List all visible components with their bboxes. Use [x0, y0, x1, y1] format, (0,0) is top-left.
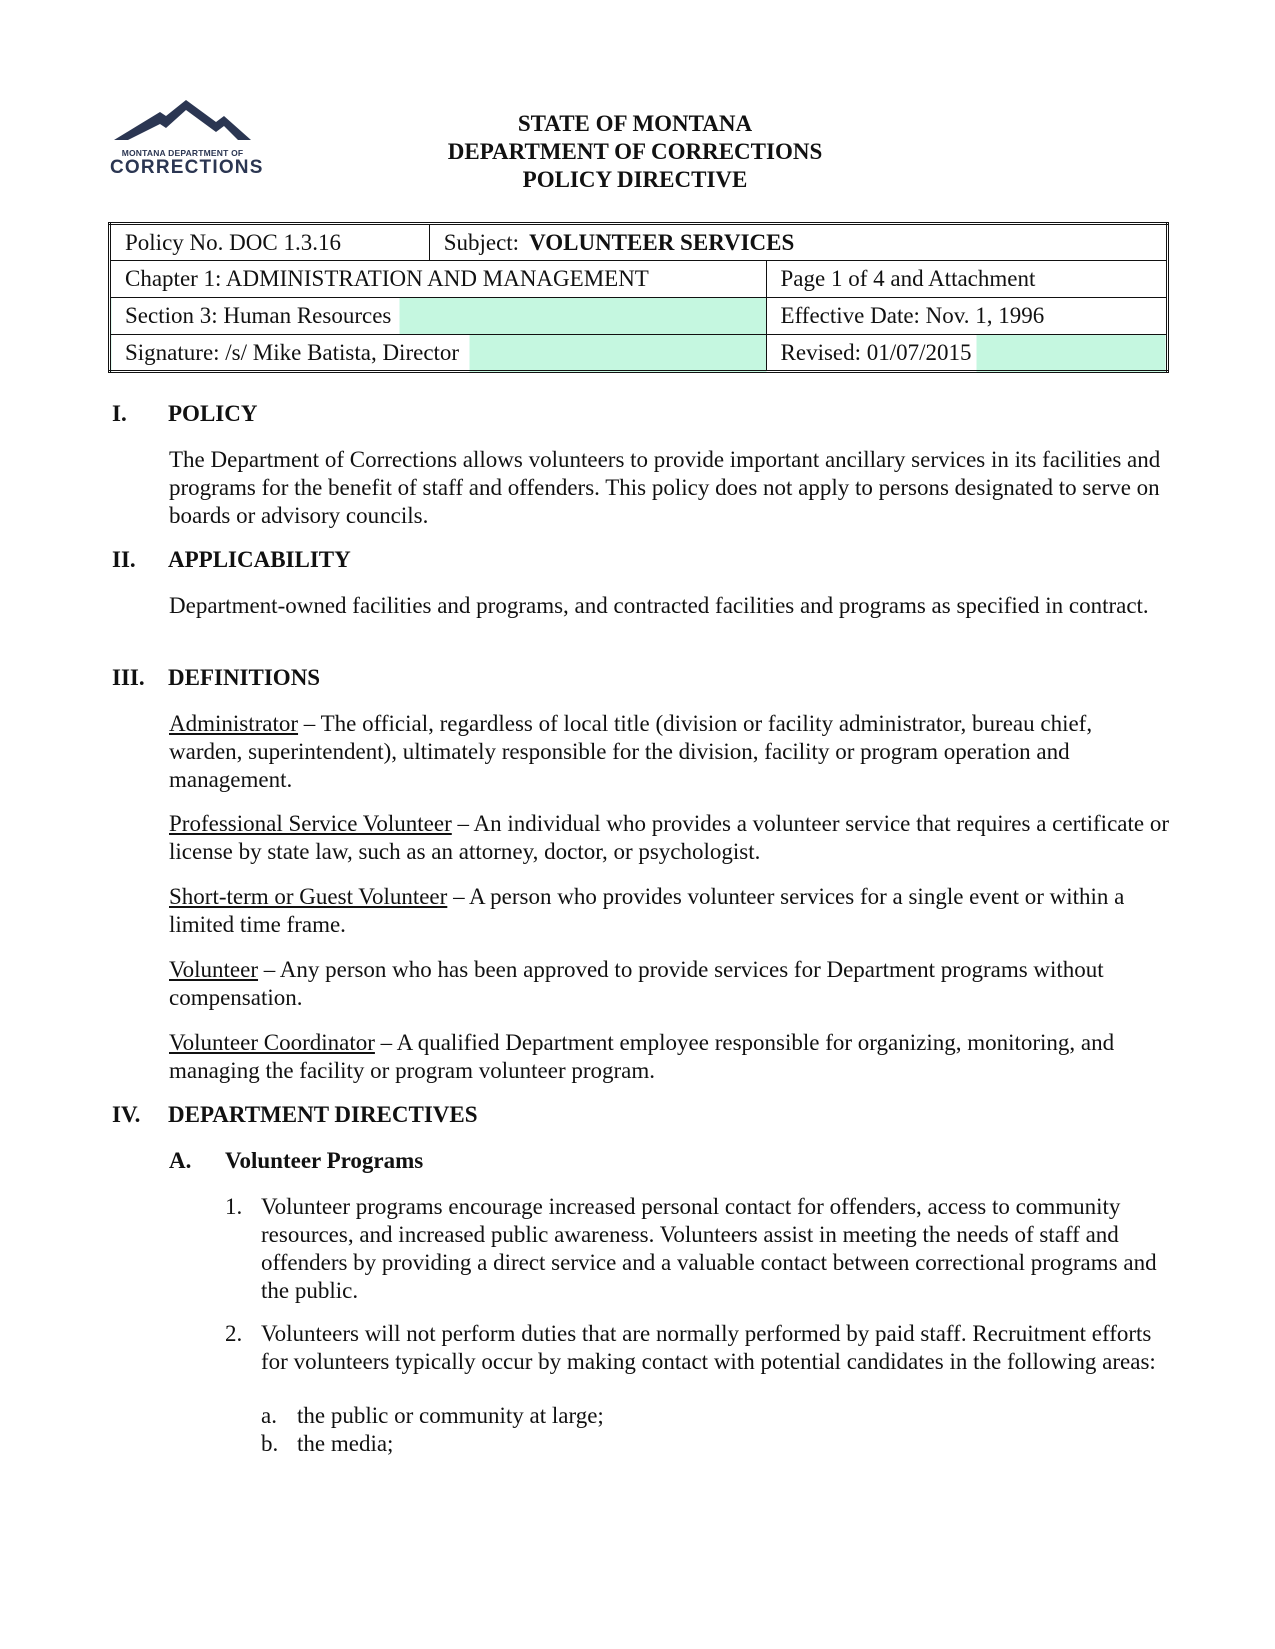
table-row [110, 224, 1168, 261]
effective-date-cell: Effective Date: Nov. 1, 1996 [766, 298, 1167, 335]
page-count-cell: Page 1 of 4 and Attachment [766, 261, 1167, 298]
definition-text: – The official, regardless of local title (division or facility administrator, bureau chief, warden, superintendent), ultimately responsible for the division, facility or program operation and management. [169, 711, 1093, 792]
section-title: APPLICABILITY [168, 547, 351, 572]
definition-term: Professional Service Volunteer [169, 811, 452, 836]
header-state: STATE OF MONTANA [517, 111, 753, 136]
list-item-number: 2. [225, 1321, 243, 1346]
list-item [225, 1193, 1175, 1305]
definition-term: Volunteer Coordinator [169, 1030, 375, 1055]
subject-cell [429, 224, 1167, 261]
subsection-number: A. [169, 1148, 192, 1173]
section-title: POLICY [168, 401, 258, 426]
logo-text-top: MONTANA DEPARTMENT OF [121, 148, 244, 158]
section-title: DEFINITIONS [168, 665, 321, 690]
section-number: II. [112, 547, 136, 572]
definition-text: – Any person who has been approved to provide services for Department programs without compensation. [169, 957, 1104, 1010]
subsection-title: Volunteer Programs [225, 1148, 424, 1173]
definition-term: Volunteer [169, 957, 259, 982]
subsection-heading-volunteer-programs [169, 1147, 423, 1175]
department-logo [110, 100, 264, 180]
definition-term: Short-term or Guest Volunteer [169, 884, 448, 909]
policy-info-table [108, 222, 1169, 373]
definition-text: – An individual who provides a volunteer service that requires a certificate or license by state law, such as an attorney, doctor, or psychologist. [169, 811, 1169, 864]
subject-label: Subject: [443, 229, 520, 255]
section-title: DEPARTMENT DIRECTIVES [168, 1102, 478, 1127]
section-number: IV. [112, 1102, 141, 1127]
sub-list-item-letter: a. [261, 1403, 277, 1428]
list-item-number: 1. [225, 1194, 243, 1219]
list-item [225, 1320, 1175, 1376]
section-heading-definitions [112, 664, 320, 692]
definition-volunteer-coordinator [169, 1029, 1169, 1085]
definition-volunteer [169, 956, 1169, 1012]
header-department: DEPARTMENT OF CORRECTIONS [447, 139, 823, 164]
definition-short-term-volunteer [169, 883, 1169, 939]
applicability-paragraph: Department-owned facilities and programs, and contracted facilities and programs as specified in contract. [169, 593, 1149, 618]
definition-text: – A person who provides volunteer services for a single event or within a limited time frame. [169, 884, 1125, 937]
section-text: Section 3: Human Resources [125, 303, 392, 328]
section-heading-applicability [112, 546, 351, 574]
table-row [110, 261, 1168, 298]
revised-text: Revised: 01/07/2015 [780, 339, 972, 365]
section-cell [110, 298, 767, 335]
document-header [330, 110, 940, 194]
list-item-text: Volunteers will not perform duties that are normally performed by paid staff. Recruitment efforts for volunteers typically occur by making contact with potential candidates in the following areas: [261, 1321, 1156, 1374]
definition-text: – A qualified Department employee responsible for organizing, monitoring, and managing the facility or program volunteer program. [169, 1030, 1115, 1083]
logo-text-main: CORRECTIONS [110, 157, 264, 178]
table-row [110, 335, 1168, 372]
section-heading-policy [112, 400, 257, 428]
mountain-logo-icon [114, 100, 251, 146]
list-item-text: Volunteer programs encourage increased personal contact for offenders, access to community resources, and increased public awareness. Volunteers assist in meeting the needs of staff and offenders by providing a direct service and a valuable contact between correctional programs and the public. [261, 1194, 1157, 1303]
section-number: III. [112, 665, 145, 690]
chapter-cell: Chapter 1: ADMINISTRATION AND MANAGEMENT [110, 261, 767, 298]
sub-list-item-letter: b. [261, 1431, 279, 1456]
policy-number-cell: Policy No. DOC 1.3.16 [110, 224, 430, 261]
signature-text: Signature: /s/ Mike Batista, Director [125, 339, 460, 365]
signature-cell [110, 335, 767, 372]
sub-list-item [261, 1430, 393, 1458]
sub-list-item-text: the public or community at large; [297, 1403, 604, 1428]
policy-paragraph: The Department of Corrections allows volunteers to provide important ancillary services in its facilities and programs for the benefit of staff and offenders. This policy does not apply to persons designated to serve on boards or advisory councils. [169, 447, 1161, 528]
sub-list-item [261, 1402, 604, 1430]
definition-administrator [169, 710, 1169, 794]
definition-term: Administrator [169, 711, 299, 736]
header-doc-type: POLICY DIRECTIVE [522, 167, 748, 192]
section-heading-directives [112, 1101, 478, 1129]
section-number: I. [112, 401, 127, 426]
table-row [110, 298, 1168, 335]
revised-date-cell [766, 335, 1167, 372]
sub-list-item-text: the media; [297, 1431, 394, 1456]
definition-professional-service-volunteer [169, 810, 1169, 866]
subject-value: VOLUNTEER SERVICES [529, 229, 795, 255]
